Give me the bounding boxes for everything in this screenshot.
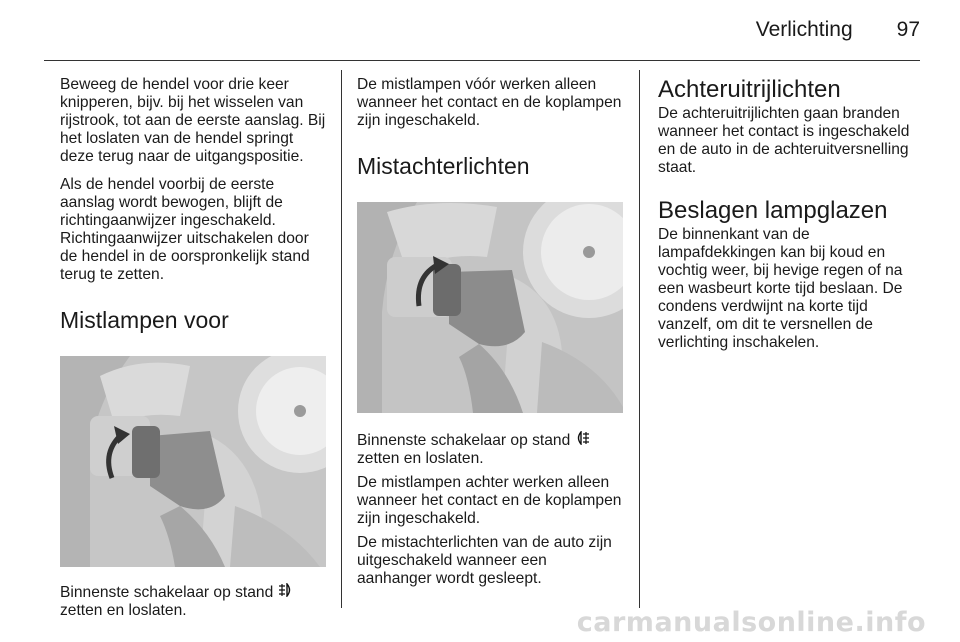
header-divider (44, 60, 920, 61)
caption-text: zetten en loslaten. (60, 602, 187, 619)
caption-text: Binnenste schakelaar op stand (357, 432, 571, 449)
column-3 (658, 76, 923, 362)
column-divider (341, 70, 342, 608)
page-header (756, 18, 920, 48)
column-divider (639, 70, 640, 608)
rear-fog-switch-illustration (357, 202, 623, 413)
figure-caption (357, 431, 625, 468)
fog-light-switch-illustration (60, 356, 326, 567)
paragraph: De binnenkant van de lampafdekkingen kan bij koud en vochtig weer, bij hevige regen of na een wasbeurt korte tijd beslaan. De condens verdwijnt na korte tijd vanzelf, om dit te versnellen de verlichting inschakelen. (658, 226, 903, 351)
section-heading: Mistachterlichten (357, 153, 530, 179)
paragraph: De mistlampen vóór werken alleen wanneer het contact en de koplampen zijn ingeschakeld. (357, 76, 622, 129)
section-heading: Beslagen lampglazen (658, 197, 888, 224)
paragraph: De mistachterlichten van de auto zijn uitgeschakeld wanneer een aanhanger wordt gesleept. (357, 534, 612, 587)
paragraph: De mistlampen achter werken alleen wanneer het contact en de koplampen zijn ingeschakeld. (357, 474, 622, 527)
paragraph: Als de hendel voorbij de eerste aanslag wordt bewogen, blijft de richtingaanwijzer ingeschakeld. Richtingaanwijzer uitschakelen door de hendel in de oorspronkelijk stand terug te zetten. (60, 176, 310, 283)
caption-text: zetten en loslaten. (357, 450, 484, 467)
fog-front-icon (278, 583, 293, 602)
section-heading: Mistlampen voor (60, 307, 229, 333)
chapter-title: Verlichting (755, 18, 853, 41)
paragraph: Beweeg de hendel voor drie keer knipperen, bijv. bij het wisselen van rijstrook, tot aan de eerste aanslag. Bij het loslaten van de hendel springt deze terug naar de uitgangspositie. (60, 76, 326, 165)
caption-text: Binnenste schakelaar op stand (60, 584, 274, 601)
watermark: carmanualsonline.info (576, 607, 926, 638)
page-number: 97 (896, 18, 920, 41)
figure-caption (60, 583, 328, 620)
paragraph: De achteruitrijlichten gaan branden wanneer het contact is ingeschakeld en de auto in de achteruitversnelling staat. (658, 105, 910, 176)
section-heading: Achteruitrijlichten (658, 76, 841, 103)
column-2 (357, 76, 625, 598)
fog-rear-icon (575, 431, 590, 450)
column-1 (60, 76, 328, 630)
